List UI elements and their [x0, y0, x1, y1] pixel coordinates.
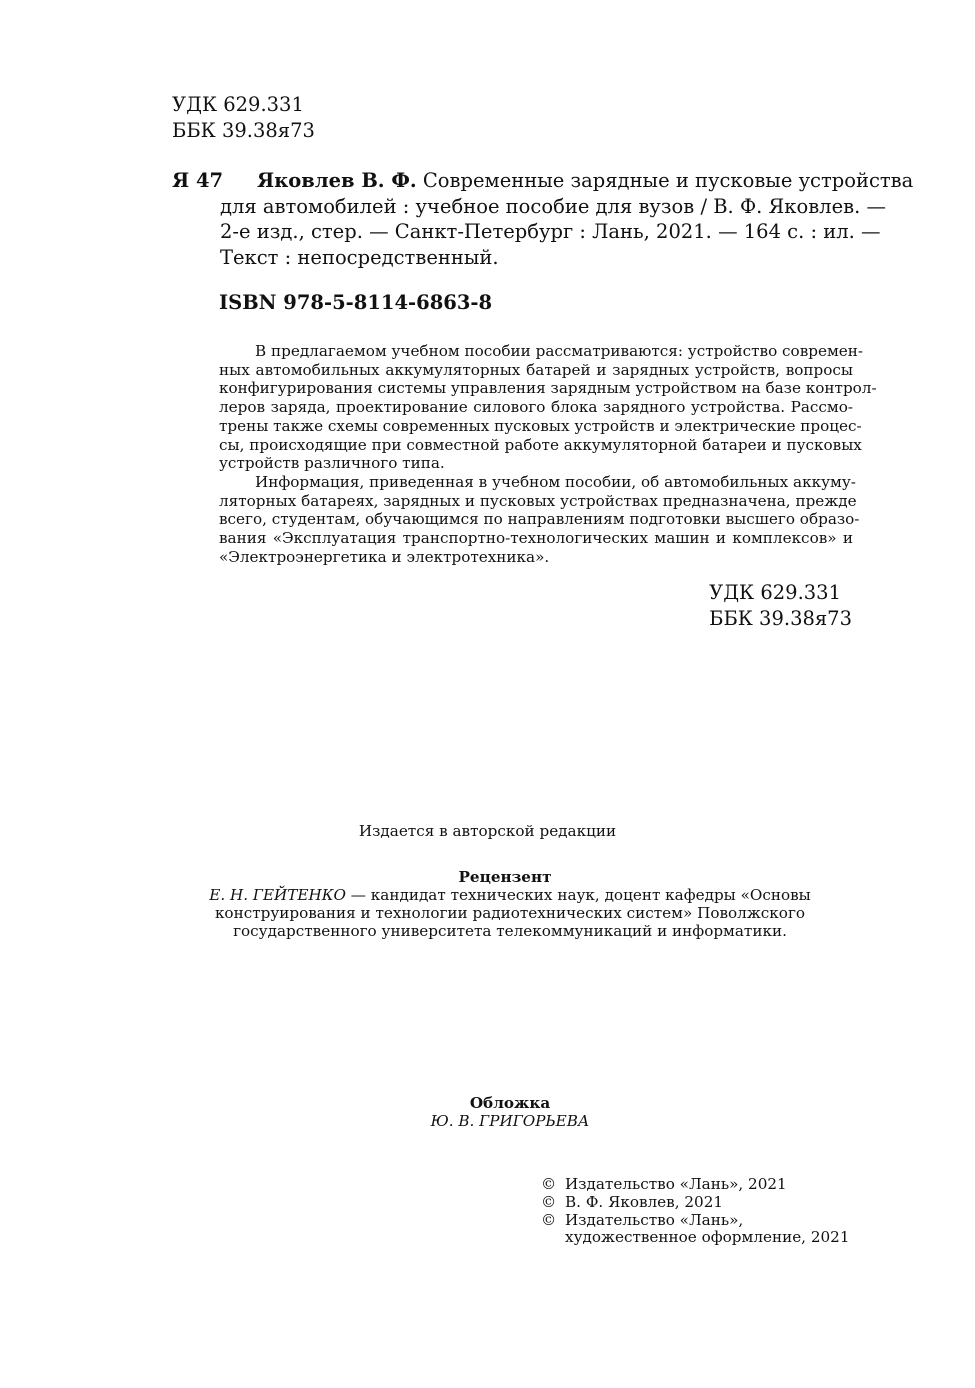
author-name: Яковлев В. Ф. [257, 169, 417, 192]
copyright-line [541, 1176, 850, 1194]
annotation-line: ляторных батареях, зарядных и пусковых устройствах предназначена, прежде [219, 491, 857, 510]
copyright-symbol: © [541, 1210, 557, 1229]
copyright-line [541, 1194, 850, 1212]
copyright-holder: Издательство «Лань», 2021 [565, 1175, 787, 1193]
annotation-line: сы, происходящие при совместной работе аккумуляторной батареи и пусковых [219, 435, 862, 454]
copyright-line-continuation [541, 1229, 850, 1247]
reviewer-name: Е. Н. ГЕЙТЕНКО [209, 886, 346, 904]
edition-note: Издается в авторской редакции [358, 822, 617, 840]
isbn: ISBN 978-5-8114-6863-8 [219, 291, 493, 314]
copyright-block [541, 1176, 850, 1247]
cover-designer: Ю. В. ГРИГОРЬЕВА [430, 1112, 590, 1130]
annotation-line: конфигурирования системы управления зарядным устройством на базе контрол- [219, 379, 877, 398]
copyright-holder: В. Ф. Яковлев, 2021 [565, 1192, 724, 1211]
reviewer-line-1 [190, 886, 830, 904]
reviewer-heading: Рецензент [458, 868, 552, 886]
copyright-holder: Издательство «Лань», [565, 1210, 744, 1229]
book-title: Современные зарядные и пусковые устройства [422, 169, 914, 192]
annotation-line: ных автомобильных аккумуляторных батарей и зарядных устройств, вопросы [219, 360, 853, 379]
annotation-line: леров заряда, проектирование силового блока зарядного устройства. Рассмо- [219, 398, 853, 417]
reviewer-credentials: — кандидат технических наук, доцент кафедры «Основы [345, 886, 811, 904]
biblio-line-3: 2-е изд., стер. — Санкт-Петербург : Лань, 2021. — 164 с. : ил. — [220, 220, 881, 243]
udk-code: УДК 629.331 [172, 93, 304, 116]
biblio-line-2: для автомобилей : учебное пособие для вузов / В. Ф. Яковлев. — [220, 194, 886, 218]
annotation-line: Информация, приведенная в учебном пособии, об автомобильных аккуму- [255, 472, 856, 491]
copyright-symbol: © [541, 1192, 557, 1211]
classification-codes-bottom [709, 580, 852, 632]
udk-code: УДК 629.331 [709, 581, 841, 604]
copyright-line [541, 1212, 850, 1230]
reviewer-info [190, 886, 830, 940]
cover-heading: Обложка [469, 1094, 551, 1112]
annotation-line: «Электроэнергетика и электротехника». [219, 547, 550, 566]
author-sign: Я 47 [172, 169, 224, 192]
biblio-line-1 [257, 168, 913, 194]
annotation-line: В предлагаемом учебном пособии рассматриваются: устройство современ- [255, 342, 864, 360]
bbk-code: ББК 39.38я73 [172, 119, 315, 142]
annotation-line: всего, студентам, обучающимся по направлениям подготовки высшего образо- [219, 510, 860, 529]
copyright-continuation: художественное оформление, 2021 [565, 1228, 850, 1247]
biblio-line-4: Текст : непосредственный. [220, 245, 499, 269]
annotation-line: устройств различного типа. [219, 454, 445, 473]
annotation-line: трены также схемы современных пусковых устройств и электрические процес- [219, 416, 862, 435]
annotation [219, 342, 877, 566]
bbk-code: ББК 39.38я73 [709, 607, 852, 630]
copyright-symbol: © [541, 1175, 557, 1193]
reviewer-line-2: конструирования и технологии радиотехнических систем» Поволжского [214, 904, 806, 922]
classification-codes-top [172, 92, 315, 144]
reviewer-line-3: государственного университета телекоммуникаций и информатики. [233, 922, 787, 940]
annotation-line: вания «Эксплуатация транспортно-технологических машин и комплексов» и [219, 529, 853, 548]
